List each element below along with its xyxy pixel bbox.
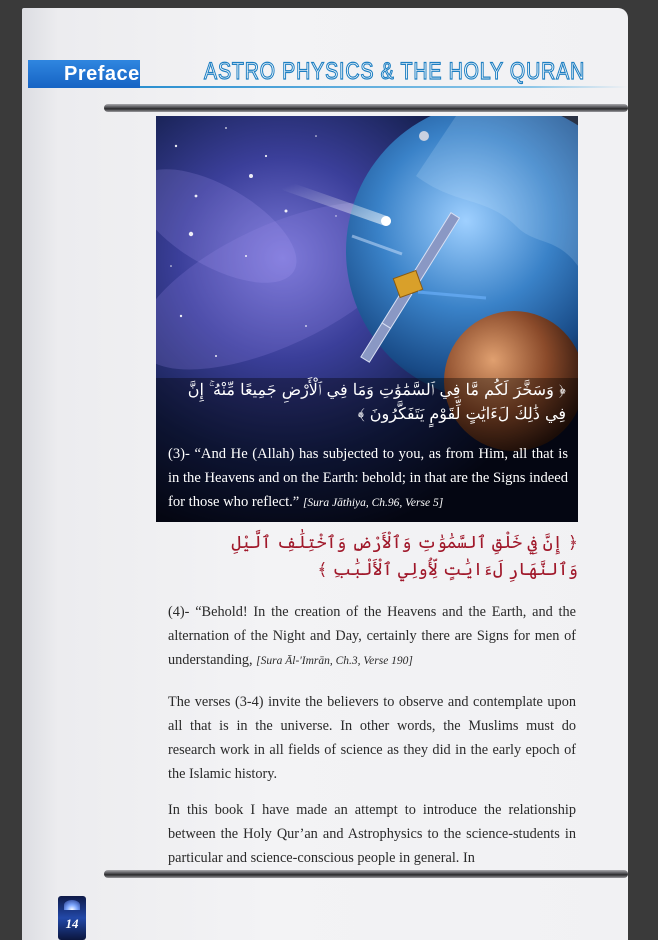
paragraph-1: The verses (3-4) invite the believers to observe and contemplate upon all that is in the universe. In other words, the Muslims must do research work in all fields of science as they did in the early epoch of the Islamic history. xyxy=(168,694,576,782)
figure-caption-text: (3)- “And He (Allah) has subjected to you, as from Him, all that is in the Heavens and on the Earth: behold; in that are the Signs indeed for those who reflect.” xyxy=(168,446,569,510)
figure-caption xyxy=(168,442,568,515)
planet-icon xyxy=(64,900,80,910)
bottom-divider xyxy=(104,870,628,878)
top-divider xyxy=(104,104,628,112)
verse-4-arabic: ﴿ إِنَّ فِي خَلْقِ ٱلسَّمَٰوَٰتِ وَٱلْأَرْضِ وَٱخْتِلَٰفِ ٱلَّيْلِ وَٱلنَّهَارِ لَءَايَٰتٍ لِّأُولِي ٱلْأَلْبَٰبِ ﴾ xyxy=(231,533,578,580)
paragraph-2: In this book I have made an attempt to introduce the relationship between the Holy Qur’an and Astrophysics to the science-students in particular and science-conscious people in general. In xyxy=(168,802,576,866)
verse-4-text: (4)- “Behold! In the creation of the Heavens and the Earth, and the alternation of the Night and Day, certainly there are Signs for men of understanding, xyxy=(168,604,576,668)
book-title: ASTRO PHYSICS & THE HOLY QURAN xyxy=(204,58,586,85)
figure-citation: [Sura Jāthiya, Ch.96, Verse 5] xyxy=(302,497,444,509)
page-header xyxy=(22,56,628,92)
space-figure xyxy=(156,116,578,522)
page-number-tab xyxy=(58,896,86,940)
verse-4-citation: [Sura Āl-'Imrān, Ch.3, Verse 190] xyxy=(256,655,413,667)
book-page xyxy=(22,8,628,940)
page-number: 14 xyxy=(65,916,79,931)
figure-arabic-verse: ﴿ وَسَخَّرَ لَكُم مَّا فِي ٱلسَّمَٰوَٰتِ وَمَا فِي ٱلْأَرْضِ جَمِيعًا مِّنْهُ ۚ إِنَّ فِي ذَٰلِكَ لَءَايَٰتٍ لِّقَوْمٍ يَتَفَكَّرُونَ ﴾ xyxy=(187,380,566,423)
section-label: Preface xyxy=(28,60,140,88)
verse-4-translation xyxy=(168,600,576,673)
